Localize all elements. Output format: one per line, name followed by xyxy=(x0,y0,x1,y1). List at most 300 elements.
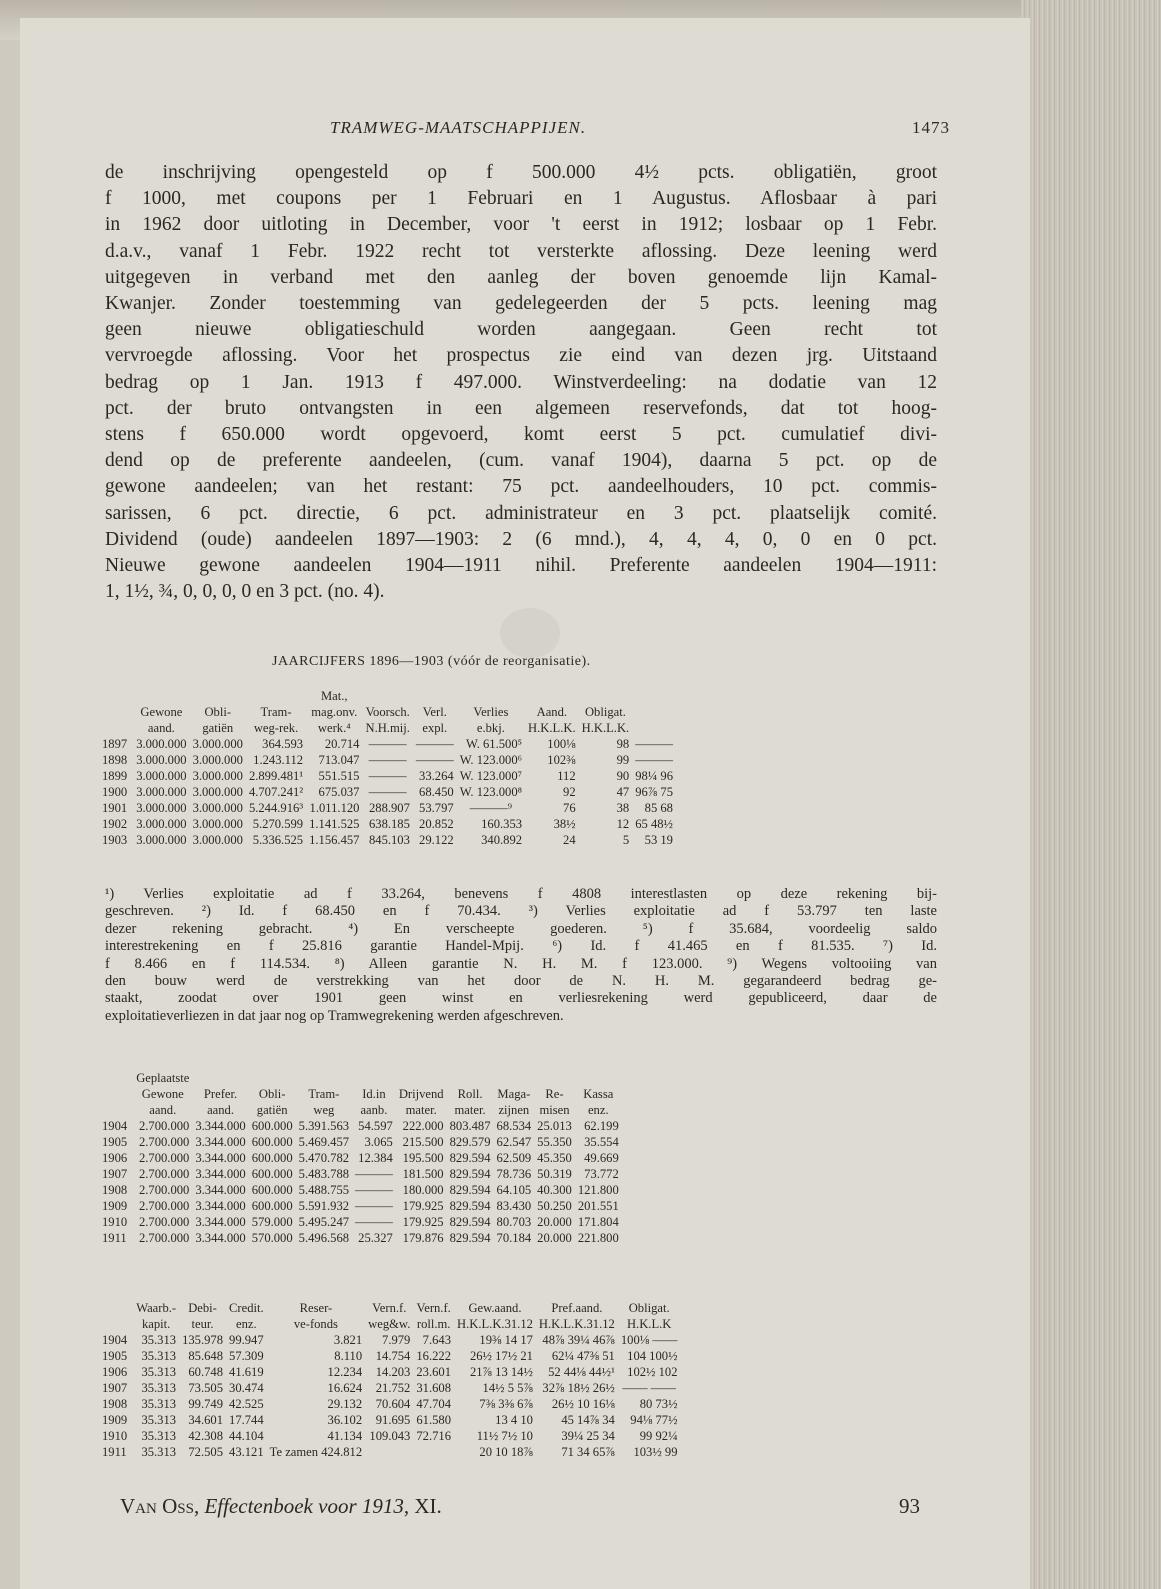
table-cell: 179.925 xyxy=(402,1215,444,1229)
table-cell: 829.594 xyxy=(449,1199,491,1213)
column-header: Voorsch. xyxy=(365,705,410,719)
table-cell: 8.110 xyxy=(334,1349,363,1363)
column-header xyxy=(352,1070,396,1086)
footnote-line: ¹) Verlies exploitatie ad f 33.264, benevens f 4808 interestlasten op deze rekening bij- xyxy=(105,886,937,902)
table-cell: 1.243.112 xyxy=(253,753,304,767)
body-line: sarissen, 6 pct. directie, 6 pct. administrateur en 3 pct. plaatselijk comité. xyxy=(105,502,937,524)
column-header: kapit. xyxy=(141,1317,171,1331)
column-header: Drijvend xyxy=(398,1087,444,1101)
table-cell: 53.797 xyxy=(419,801,454,815)
column-header: Id.in xyxy=(362,1087,386,1101)
table-cell: 288.907 xyxy=(368,801,410,815)
column-header: misen xyxy=(539,1103,570,1117)
table-cell: 14.754 xyxy=(375,1349,411,1363)
table-cell: 102½ 102 xyxy=(627,1365,678,1379)
column-header: gatiën xyxy=(256,1103,288,1117)
year-cell: 1904 xyxy=(102,1119,128,1133)
year-cell: 1906 xyxy=(102,1365,128,1379)
year-cell: 1909 xyxy=(102,1199,128,1213)
column-header: enz. xyxy=(236,1317,257,1331)
table-cell: ———⁹ xyxy=(469,801,512,815)
table-row xyxy=(102,1364,681,1380)
table-cell: 829.594 xyxy=(449,1151,491,1165)
table-cell: 68.534 xyxy=(496,1119,532,1133)
table-cell: 99.749 xyxy=(188,1397,224,1411)
column-header: gatiën xyxy=(202,721,234,735)
table-cell: 3.000.000 xyxy=(192,769,243,783)
table-cell: 73.505 xyxy=(188,1381,224,1395)
table-cell: 20.000 xyxy=(537,1231,572,1245)
table-cell: 50.319 xyxy=(537,1167,572,1181)
column-header xyxy=(249,1070,296,1086)
footnote-line: f 8.466 en f 114.534. ⁸) Alleen garantie N. H. M. f 123.000. ⁹) Wegens voltooiing van xyxy=(105,955,937,972)
table-cell: ——— xyxy=(368,737,407,751)
table-row xyxy=(102,816,676,832)
table-cell: 3.000.000 xyxy=(136,817,187,831)
body-line: in 1962 door uitloting in December, voor 't eerst in 1912; losbaar op 1 Febr. xyxy=(105,214,937,236)
table-cell: 100⅛ xyxy=(547,737,576,751)
column-header: N.H.mij. xyxy=(365,721,410,735)
table-cell: ——— xyxy=(355,1199,393,1213)
column-header: ve-fonds xyxy=(293,1317,338,1331)
column-header xyxy=(447,1070,494,1086)
running-head xyxy=(330,118,950,142)
column-header: Verlies xyxy=(473,705,509,719)
body-line: geen nieuwe obligatieschuld worden aangegaan. Geen recht tot xyxy=(105,319,937,341)
table-cell: 43.121 xyxy=(229,1445,264,1459)
table-cell: 5.244.916³ xyxy=(248,801,304,815)
column-header: teur. xyxy=(191,1317,214,1331)
table-cell: 104 100½ xyxy=(627,1349,678,1363)
table-cell: 7.979 xyxy=(382,1333,411,1347)
table-row xyxy=(102,1166,622,1182)
table-cell: 600.000 xyxy=(251,1167,293,1181)
table-cell: 49.669 xyxy=(584,1151,619,1165)
table-row xyxy=(102,1412,681,1428)
table-cell: 20 10 18⅞ xyxy=(479,1445,533,1459)
table-cell: ——— xyxy=(415,737,454,751)
table-cell: 70.604 xyxy=(375,1397,411,1411)
book-citation: Van Oss, Effectenboek voor 1913, XI. xyxy=(120,1494,442,1518)
table-cell: 3.344.000 xyxy=(195,1151,246,1165)
table-cell: 12.234 xyxy=(327,1365,363,1379)
column-header: e.bkj. xyxy=(476,721,505,735)
table-cell: 35.313 xyxy=(141,1349,177,1363)
table-cell: 25.013 xyxy=(537,1119,572,1133)
table-cell: 38 xyxy=(616,801,630,815)
year-cell: 1905 xyxy=(102,1349,128,1363)
table-cell: 2.700.000 xyxy=(138,1167,190,1181)
year-cell: 1910 xyxy=(102,1215,128,1229)
table-cell: ——— xyxy=(355,1167,393,1181)
table-cell: 829.579 xyxy=(449,1135,491,1149)
table-cell: 61.580 xyxy=(416,1413,451,1427)
table-cell: 195.500 xyxy=(402,1151,444,1165)
column-header: aand. xyxy=(149,1103,177,1117)
table-cell: 29.132 xyxy=(327,1397,363,1411)
column-header: Gewone xyxy=(141,1087,184,1101)
column-header: Roll. xyxy=(457,1087,483,1101)
table-cell: 85 68 xyxy=(644,801,673,815)
table-cell: 36.102 xyxy=(327,1413,363,1427)
table-cell: 60.748 xyxy=(188,1365,224,1379)
table-cell: ——— xyxy=(368,785,407,799)
table-header-row xyxy=(102,1102,622,1118)
column-header: Pref.aand. xyxy=(551,1301,603,1315)
table-cell: 364.593 xyxy=(262,737,304,751)
column-header xyxy=(133,688,189,704)
column-header xyxy=(362,688,412,704)
table-cell: 32⅞ 18½ 26½ xyxy=(542,1381,615,1395)
column-header: weg xyxy=(313,1103,335,1117)
column-header xyxy=(296,1070,352,1086)
table-cell: 99 xyxy=(616,753,630,767)
table-cell: 215.500 xyxy=(402,1135,444,1149)
table-cell: 45.350 xyxy=(537,1151,572,1165)
table-cell: 17.744 xyxy=(229,1413,264,1427)
table-cell: 3.344.000 xyxy=(195,1135,246,1149)
year-cell: 1897 xyxy=(102,737,128,751)
table-row xyxy=(102,784,676,800)
table-cell: 1.156.457 xyxy=(309,833,360,847)
column-header: mag.onv. xyxy=(311,705,358,719)
table-cell: 179.876 xyxy=(402,1231,444,1245)
column-header: weg-rek. xyxy=(253,721,299,735)
column-header xyxy=(396,1070,447,1086)
table-cell: 99 92¼ xyxy=(639,1429,678,1443)
table-cell: 62.199 xyxy=(584,1119,619,1133)
column-header xyxy=(102,704,133,720)
table-cell: 201.551 xyxy=(577,1199,619,1213)
column-header: aanb. xyxy=(360,1103,388,1117)
table-cell: 35.313 xyxy=(141,1381,177,1395)
table-cell: 551.515 xyxy=(318,769,360,783)
table-cell: 3.344.000 xyxy=(195,1215,246,1229)
table-cell: 579.000 xyxy=(251,1215,293,1229)
table-cell: 340.892 xyxy=(481,833,523,847)
body-paragraph xyxy=(105,160,937,605)
table-row xyxy=(102,1444,681,1460)
footnote-line: exploitatieverliezen in dat jaar nog op Tramwegrekening werden afgeschreven. xyxy=(105,1007,564,1024)
table-cell: 7.643 xyxy=(422,1333,451,1347)
table-cell: 3.000.000 xyxy=(192,737,243,751)
table-cell: 20.852 xyxy=(419,817,454,831)
table-cell: W. 123.000⁷ xyxy=(459,769,523,783)
body-line: Kwanjer. Zonder toestemming van gedelegeerden der 5 pcts. leening mag xyxy=(105,293,937,315)
column-header: Obligat. xyxy=(628,1301,670,1315)
table-cell: —— —— xyxy=(622,1381,676,1395)
table-cell: 3.821 xyxy=(333,1333,363,1347)
body-line: pct. der bruto ontvangsten in een algemeen reservefonds, dat tot hoog- xyxy=(105,397,937,419)
table-cell: 41.134 xyxy=(327,1429,363,1443)
table-cell: 3.000.000 xyxy=(136,769,187,783)
table-cell: 16.222 xyxy=(416,1349,451,1363)
table-cell: 5.469.457 xyxy=(298,1135,350,1149)
body-line: gewone aandeelen; van het restant: 75 pct. aandeelhouders, 10 pct. commis- xyxy=(105,476,937,498)
column-header: H.K.L.K.31.12 xyxy=(457,1317,533,1331)
table-cell: 171.804 xyxy=(577,1215,619,1229)
table-cell: 29.122 xyxy=(419,833,454,847)
table-row xyxy=(102,1150,622,1166)
table-cell: 112 xyxy=(557,769,576,783)
table-cell: 52 44⅛ 44½¹ xyxy=(548,1365,615,1379)
column-header: weg&w. xyxy=(368,1317,411,1331)
column-header xyxy=(102,1070,133,1086)
table-cell: 3.000.000 xyxy=(136,737,187,751)
column-header: Vern.f. xyxy=(372,1301,407,1315)
column-header: aand. xyxy=(207,1103,234,1117)
year-cell: 1910 xyxy=(102,1429,128,1443)
footnote-line: interestrekening en f 25.816 garantie Handel-Mpij. ⁶) Id. f 41.465 en f 81.535. ⁷) Id. xyxy=(105,938,937,955)
table-cell: 14½ 5 5⅞ xyxy=(482,1381,533,1395)
table-cell: 4.707.241² xyxy=(248,785,304,799)
table-cell: 85.648 xyxy=(188,1349,224,1363)
table-cell: 5.270.599 xyxy=(252,817,304,831)
table-cell: 71 34 65⅞ xyxy=(561,1445,615,1459)
table-cell: ——— xyxy=(368,769,407,783)
table-row xyxy=(102,1118,622,1134)
column-header: Geplaatste xyxy=(136,1071,190,1085)
column-header: H.K.L.K.31.12 xyxy=(538,1317,615,1331)
year-cell: 1908 xyxy=(102,1397,128,1411)
year-cell: 1907 xyxy=(102,1381,128,1395)
column-header: H.K.L.K. xyxy=(528,721,576,735)
table-cell: 39¼ 25 34 xyxy=(561,1429,615,1443)
table-cell: 55.350 xyxy=(537,1135,572,1149)
table-cell: 3.344.000 xyxy=(195,1231,246,1245)
table-header-row xyxy=(102,720,676,736)
table-cell: 3.000.000 xyxy=(136,753,187,767)
table-cell: 98 xyxy=(616,737,630,751)
column-header xyxy=(246,688,306,704)
table-cell: 76 xyxy=(563,801,576,815)
table-cell: 5.488.755 xyxy=(298,1183,350,1197)
table-cell: 570.000 xyxy=(251,1231,293,1245)
table-cell: 2.700.000 xyxy=(138,1199,190,1213)
table-cell: 35.554 xyxy=(584,1135,619,1149)
column-header: werk.⁴ xyxy=(317,721,351,735)
table-cell: 675.037 xyxy=(318,785,360,799)
table-cell: 48⅞ 39¼ 46⅞ xyxy=(542,1333,615,1347)
year-cell: 1902 xyxy=(102,817,128,831)
table-cell: 5.495.247 xyxy=(298,1215,350,1229)
table-cell: 600.000 xyxy=(251,1183,293,1197)
table-row xyxy=(102,832,676,848)
table-cell: ——— xyxy=(355,1183,393,1197)
column-header: Waarb.- xyxy=(136,1301,177,1315)
table-cell: 600.000 xyxy=(251,1151,293,1165)
table-cell: 92 xyxy=(563,785,576,799)
body-line: vervroegde aflossing. Voor het prospectus zie eind van dezen jrg. Uitstaand xyxy=(105,345,937,367)
table-cell: 21.752 xyxy=(375,1381,411,1395)
table-cell: 829.594 xyxy=(449,1231,491,1245)
running-head-title: TRAMWEG-MAATSCHAPPIJEN. xyxy=(330,118,587,137)
table-cell: 91.695 xyxy=(375,1413,411,1427)
table-cell: ——— xyxy=(635,737,673,751)
table-cell: 3.065 xyxy=(364,1135,393,1149)
table-cell: 5 xyxy=(622,833,630,847)
table-cell: 33.264 xyxy=(419,769,454,783)
table-cell: 35.313 xyxy=(141,1365,177,1379)
table-cell: 35.313 xyxy=(141,1413,177,1427)
year-cell: 1903 xyxy=(102,833,128,847)
table-cell: 20.714 xyxy=(324,737,360,751)
table-cell: ——— xyxy=(355,1215,393,1229)
table-cell: 2.700.000 xyxy=(138,1183,190,1197)
column-header xyxy=(579,688,633,704)
table-cell xyxy=(413,1444,454,1460)
table-cell: 25.327 xyxy=(358,1231,393,1245)
table-row xyxy=(102,1396,681,1412)
table-cell: 47.704 xyxy=(416,1397,451,1411)
year-cell: 1909 xyxy=(102,1413,128,1427)
section-title: JAARCIJFERS 1896—1903 (vóór de reorganisatie). xyxy=(272,654,591,669)
table-row xyxy=(102,1332,681,1348)
table-cell: 62¼ 47⅜ 51 xyxy=(551,1349,615,1363)
table-cell: 19⅜ 14 17 xyxy=(479,1333,533,1347)
footnote-line: den bouw werd de verstrekking van het door de N. H. M. gegarandeerd bedrag ge- xyxy=(105,973,937,990)
table-cell: Te zamen 424.812 xyxy=(269,1445,363,1459)
table-cell: 3.344.000 xyxy=(195,1183,246,1197)
table-cell: 600.000 xyxy=(251,1135,293,1149)
table-cell: 65 48½ xyxy=(635,817,673,831)
column-header xyxy=(494,1070,535,1086)
column-header: zijnen xyxy=(498,1103,530,1117)
table-cell: 50.250 xyxy=(537,1199,572,1213)
table-cell: 160.353 xyxy=(481,817,523,831)
column-header xyxy=(102,1086,133,1102)
table-cell: 713.047 xyxy=(318,753,360,767)
table-cell: 35.313 xyxy=(141,1445,177,1459)
year-cell: 1905 xyxy=(102,1135,128,1149)
table-cell: 40.300 xyxy=(537,1183,572,1197)
table-cell: 5.483.788 xyxy=(298,1167,350,1181)
table-cell: 180.000 xyxy=(402,1183,444,1197)
column-header: aand. xyxy=(147,721,175,735)
table-row xyxy=(102,1182,622,1198)
column-header: Aand. xyxy=(536,705,568,719)
table-cell: 21⅞ 13 14½ xyxy=(469,1365,533,1379)
table-header-row xyxy=(102,1070,622,1086)
column-header: roll.m. xyxy=(416,1317,451,1331)
table-cell: 24 xyxy=(563,833,576,847)
column-header: Reser- xyxy=(299,1301,333,1315)
column-header xyxy=(413,688,457,704)
table-cell: 222.000 xyxy=(402,1119,444,1133)
table-cell: 181.500 xyxy=(402,1167,444,1181)
column-header: Gew.aand. xyxy=(468,1301,522,1315)
table-cell: 5.470.782 xyxy=(298,1151,350,1165)
table-cell: 96⅞ 75 xyxy=(635,785,673,799)
table-row xyxy=(102,1134,622,1150)
table-header-row xyxy=(102,1300,681,1316)
author: Van Oss xyxy=(120,1494,194,1518)
table-row xyxy=(102,736,676,752)
year-cell: 1908 xyxy=(102,1183,128,1197)
column-header: Vern.f. xyxy=(416,1301,451,1315)
year-cell: 1911 xyxy=(102,1231,127,1245)
table-cell: 3.000.000 xyxy=(192,817,243,831)
year-cell: 1911 xyxy=(102,1445,127,1459)
column-header: Obli- xyxy=(204,705,232,719)
table-cell: 12 xyxy=(616,817,630,831)
table-cell: 72.505 xyxy=(188,1445,224,1459)
table-header-row xyxy=(102,1086,622,1102)
table-cell: 26½ 10 16⅛ xyxy=(551,1397,615,1411)
table-cell: 2.700.000 xyxy=(138,1231,190,1245)
table-cell: W. 123.000⁸ xyxy=(459,785,523,799)
table-cell: 42.525 xyxy=(229,1397,264,1411)
table-cell: 3.344.000 xyxy=(195,1199,246,1213)
table-cell: 54.597 xyxy=(358,1119,393,1133)
table-cell: 30.474 xyxy=(229,1381,264,1395)
column-header: mater. xyxy=(405,1103,437,1117)
year-cell: 1907 xyxy=(102,1167,128,1181)
table-row xyxy=(102,1348,681,1364)
table-cell: 179.925 xyxy=(402,1199,444,1213)
table-cell: 5.496.568 xyxy=(298,1231,350,1245)
table-cell: 68.450 xyxy=(419,785,454,799)
table-cell: 3.344.000 xyxy=(195,1119,246,1133)
table-balance-1904-1911 xyxy=(102,1070,622,1246)
table-cell: 3.000.000 xyxy=(192,833,243,847)
table-cell: 845.103 xyxy=(368,833,410,847)
paper-stain xyxy=(500,608,560,658)
body-line: de inschrijving opengesteld op f 500.000 4½ pcts. obligatiën, groot xyxy=(105,162,937,183)
year-cell: 1899 xyxy=(102,769,128,783)
book-title: Effectenboek voor 1913 xyxy=(204,1494,404,1518)
table-cell: 803.487 xyxy=(449,1119,491,1133)
column-header: Verl. xyxy=(422,705,447,719)
table-cell: 90 xyxy=(616,769,630,783)
table-cell: 2.700.000 xyxy=(138,1135,190,1149)
table-cell: 62.547 xyxy=(496,1135,532,1149)
table-cell: 26½ 17½ 21 xyxy=(469,1349,533,1363)
table-balance-continued-1904-1911 xyxy=(102,1300,681,1460)
table-row xyxy=(102,1230,622,1246)
table-cell: 3.000.000 xyxy=(192,785,243,799)
footer-page-number: 93 xyxy=(899,1494,920,1518)
table-cell: 102⅜ xyxy=(547,753,576,767)
table-cell: 64.105 xyxy=(496,1183,532,1197)
body-line: 1, 1½, ¾, 0, 0, 0, 0 en 3 pct. (no. 4). xyxy=(105,581,385,603)
table-cell: 5.591.932 xyxy=(298,1199,350,1213)
table-cell: 829.594 xyxy=(449,1183,491,1197)
table-row xyxy=(102,1214,622,1230)
column-header xyxy=(102,1102,133,1118)
table-cell: 135.978 xyxy=(182,1333,224,1347)
table-cell: W. 123.000⁶ xyxy=(459,753,523,767)
table-cell: 94⅛ 77½ xyxy=(630,1413,678,1427)
table-cell: 72.716 xyxy=(416,1429,451,1443)
table-header-row xyxy=(102,1316,681,1332)
table-cell: 78.736 xyxy=(496,1167,532,1181)
body-line: bedrag op 1 Jan. 1913 f 497.000. Winstverdeeling: na dodatie van 12 xyxy=(105,371,937,393)
table-cell: 829.594 xyxy=(449,1167,491,1181)
table-cell: 5.336.525 xyxy=(252,833,304,847)
table-cell: 35.313 xyxy=(141,1429,177,1443)
body-line: Dividend (oude) aandeelen 1897—1903: 2 (6 mnd.), 4, 4, 4, 0, 0 en 0 pct. xyxy=(105,528,937,550)
column-header: Tram- xyxy=(308,1087,340,1101)
table-cell: 38½ xyxy=(553,817,576,831)
table-cell: 42.308 xyxy=(188,1429,224,1443)
table-cell: 221.800 xyxy=(577,1231,619,1245)
table-cell: 2.700.000 xyxy=(138,1215,190,1229)
table-header-row xyxy=(102,704,676,720)
table-cell: 16.624 xyxy=(327,1381,363,1395)
table-cell: 600.000 xyxy=(251,1199,293,1213)
column-header: Kassa xyxy=(583,1087,614,1101)
